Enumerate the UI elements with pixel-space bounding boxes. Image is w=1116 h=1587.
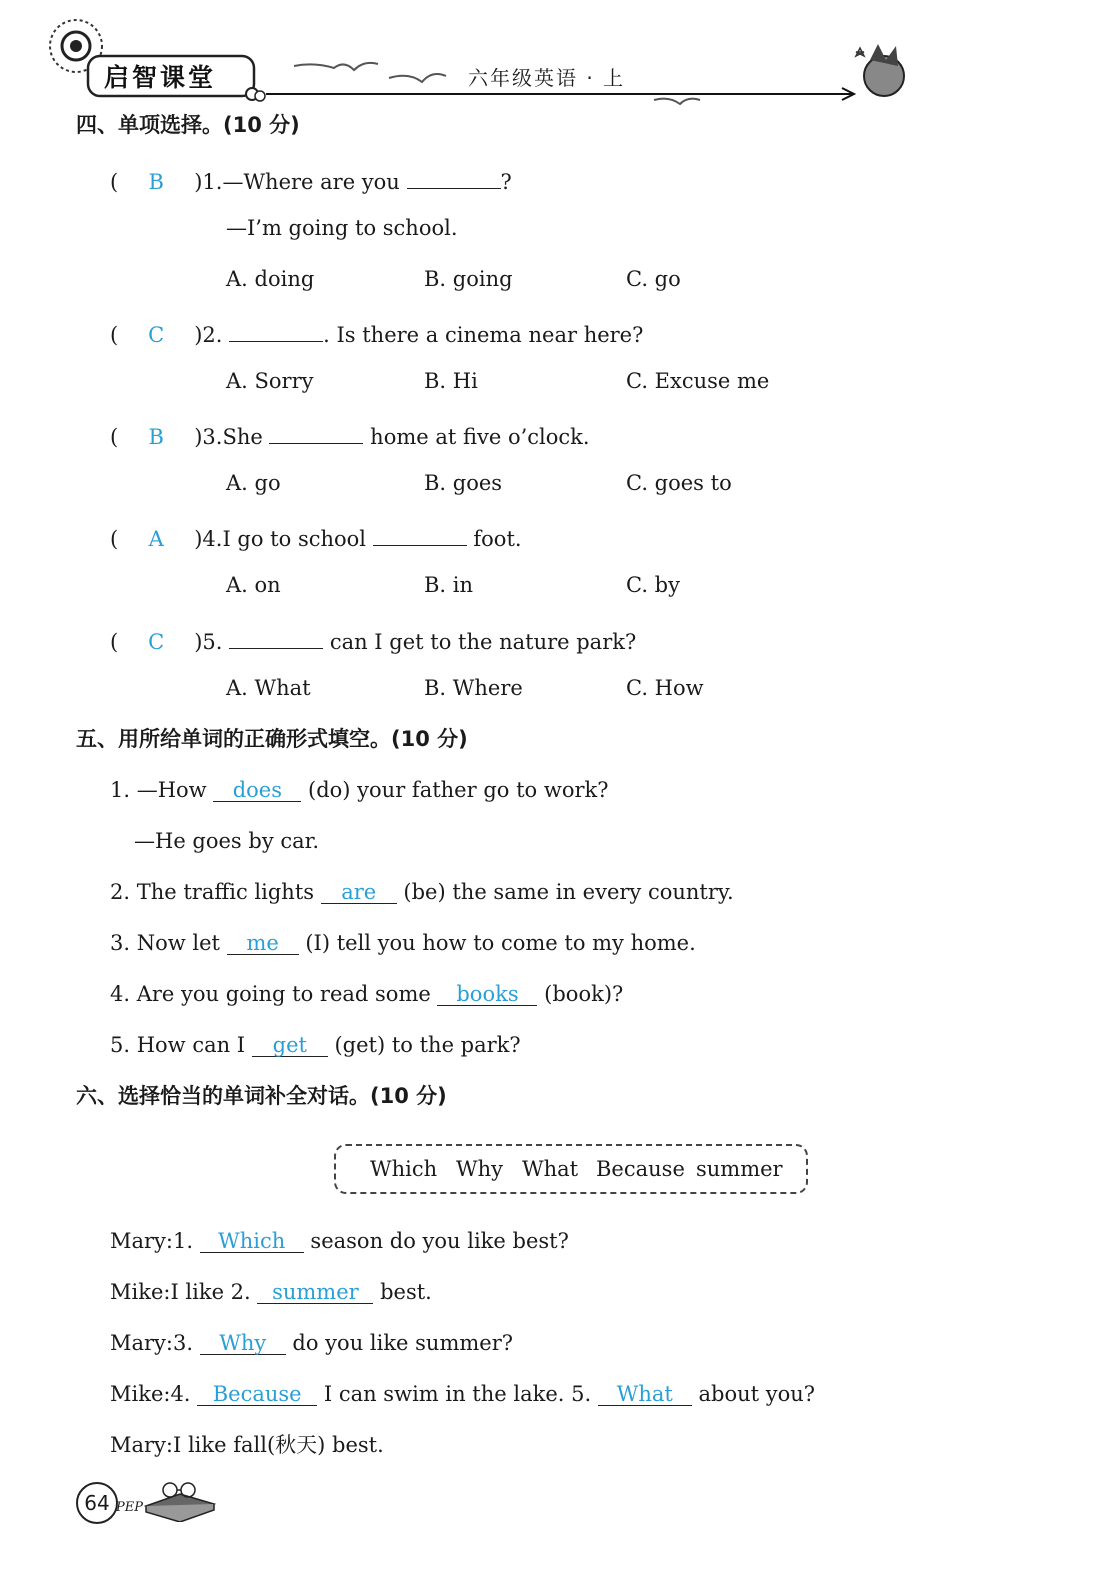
question-text: . Is there a cinema near here? (323, 323, 644, 347)
question-2: ( C )2. . Is there a cinema near here? (110, 317, 643, 348)
item-text: (book)? (544, 982, 624, 1006)
answer-5: C (148, 630, 165, 654)
answer-blank (200, 1228, 304, 1253)
question-text: foot. (473, 527, 522, 551)
word-bank-item: Which (370, 1157, 438, 1181)
answer-blank (227, 930, 299, 955)
question-5: ( C )5. can I get to the nature park? (110, 624, 636, 655)
question-number: 3. (202, 425, 223, 449)
item-text: 4. Are you going to read some (110, 982, 431, 1006)
question-text: She (222, 425, 263, 449)
question-text: I go to school (222, 527, 367, 551)
fill-item-4 (110, 981, 623, 1007)
option-5b: B. Where (424, 676, 523, 700)
line-text: I can swim in the lake. 5. (323, 1382, 592, 1406)
line-text: Mike:I like 2. (110, 1280, 251, 1304)
answer-blank (373, 521, 467, 546)
answer-blank (197, 1381, 317, 1406)
section5-title: 五、用所给单词的正确形式填空。(10 分) (76, 727, 468, 751)
option-3a: A. go (226, 471, 281, 495)
dialogue-line-5: Mary:I like fall(秋天) best. (110, 1433, 384, 1457)
option-3c: C. goes to (626, 471, 732, 495)
item-text: (get) to the park? (334, 1033, 521, 1057)
line-text: Mary:3. (110, 1331, 194, 1355)
item-text: 1. —How (110, 778, 207, 802)
question-3: ( B )3.She home at five o’clock. (110, 419, 590, 450)
dialogue-line-3 (110, 1330, 513, 1356)
item-text: (do) your father go to work? (308, 778, 609, 802)
question-text: can I get to the nature park? (329, 630, 637, 654)
item-text: (I) tell you how to come to my home. (305, 931, 696, 955)
section6-title: 六、选择恰当的单词补全对话。(10 分) (76, 1084, 447, 1108)
option-2c: C. Excuse me (626, 369, 770, 393)
answer: summer (272, 1280, 359, 1304)
answer-4: A (148, 527, 164, 551)
option-1c: C. go (626, 267, 681, 291)
answer-blank (269, 419, 363, 444)
dialogue-line-1 (110, 1228, 569, 1254)
option-5a: A. What (226, 676, 311, 700)
series-label: PEP (116, 1500, 143, 1515)
answer: Because (212, 1382, 302, 1406)
grade-title: 六年级英语 · 上 (468, 66, 626, 90)
answer-2: C (148, 323, 165, 347)
question-text: —Where are you (222, 170, 400, 194)
line-text: about you? (698, 1382, 816, 1406)
item-text: 5. How can I (110, 1033, 246, 1057)
answer-blank (213, 777, 301, 802)
answer-blank (407, 164, 501, 189)
question-number: 5. (202, 630, 223, 654)
line-text: best. (380, 1280, 432, 1304)
answer-blank (598, 1381, 692, 1406)
item-text: 3. Now let (110, 931, 220, 955)
answer: books (456, 982, 519, 1006)
question-number: 2. (202, 323, 223, 347)
fill-item-1-reply: —He goes by car. (134, 829, 320, 853)
answer: get (272, 1033, 307, 1057)
answer-blank (321, 879, 397, 904)
dialogue-line-4 (110, 1381, 815, 1407)
answer: me (246, 931, 279, 955)
section4-title: 四、单项选择。(10 分) (76, 113, 300, 137)
answer: What (616, 1382, 673, 1406)
question-number: 4. (202, 527, 223, 551)
fill-item-1 (110, 777, 608, 803)
item-text: 2. The traffic lights (110, 880, 315, 904)
answer: Which (218, 1229, 286, 1253)
fill-item-5 (110, 1032, 521, 1058)
dialogue-line-2 (110, 1279, 432, 1305)
option-2a: A. Sorry (226, 369, 314, 393)
question-text: home at five o’clock. (370, 425, 590, 449)
line-text: season do you like best? (310, 1229, 569, 1253)
word-bank-item: summer (696, 1157, 783, 1181)
answer-blank (252, 1032, 328, 1057)
option-4b: B. in (424, 573, 474, 597)
answer: Why (219, 1331, 267, 1355)
fill-item-3 (110, 930, 696, 956)
option-4c: C. by (626, 573, 680, 597)
fill-item-2 (110, 879, 734, 905)
question-number: 1. (202, 170, 223, 194)
answer-blank (229, 317, 323, 342)
word-bank-item: Because (596, 1157, 685, 1181)
option-5c: C. How (626, 676, 704, 700)
question-1-reply: —I’m going to school. (226, 216, 458, 240)
line-text: do you like summer? (292, 1331, 514, 1355)
word-bank-item: Why (456, 1157, 503, 1181)
word-bank-item: What (522, 1157, 579, 1181)
books-icon (140, 1476, 220, 1522)
answer-1: B (148, 170, 164, 194)
option-1a: A. doing (226, 267, 315, 291)
brand-title: 启智课堂 (104, 63, 217, 92)
answer: does (232, 778, 282, 802)
item-text: (be) the same in every country. (403, 880, 734, 904)
answer-3: B (148, 425, 164, 449)
question-1: ( B )1.—Where are you ? (110, 164, 512, 195)
line-text: Mary:1. (110, 1229, 194, 1253)
answer-blank (257, 1279, 373, 1304)
question-text: ? (500, 170, 512, 194)
answer: are (341, 880, 377, 904)
answer-blank (229, 624, 323, 649)
option-2b: B. Hi (424, 369, 478, 393)
page-number: 64 (76, 1482, 118, 1524)
line-text: Mike:4. (110, 1382, 191, 1406)
answer-blank (437, 981, 537, 1006)
option-1b: B. going (424, 267, 513, 291)
option-3b: B. goes (424, 471, 503, 495)
question-4: ( A )4.I go to school foot. (110, 521, 522, 552)
answer-blank (200, 1330, 286, 1355)
option-4a: A. on (226, 573, 281, 597)
